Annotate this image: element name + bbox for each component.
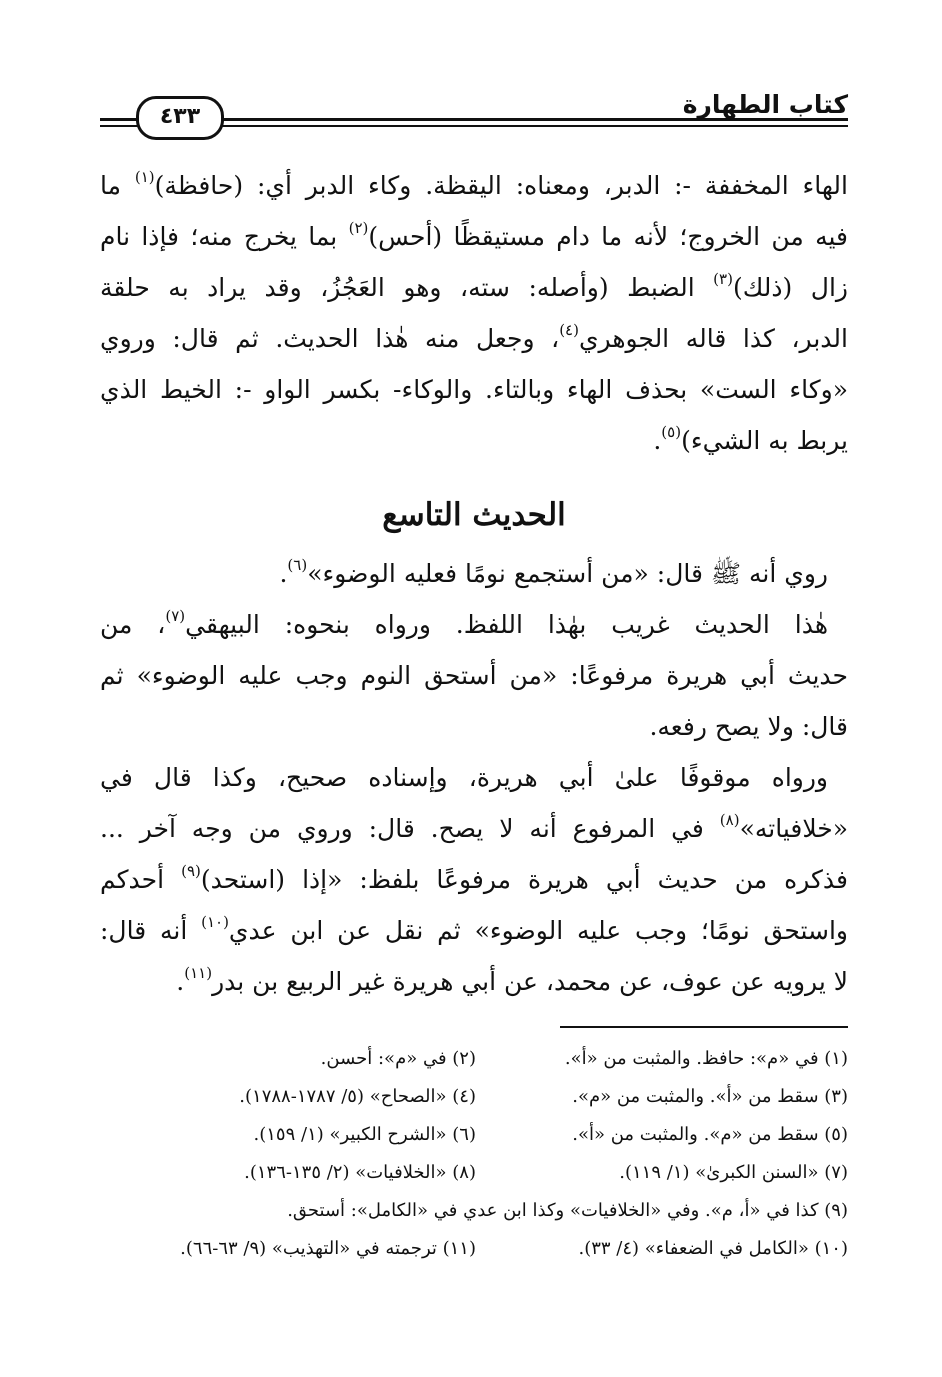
footnote: (١١) ترجمته في «التهذيب» (٩/ ٦٣-٦٦). xyxy=(180,1238,476,1259)
text-line: الدبر، كذا قاله الجوهري$^{(٤)}$، وجعل منه هٰذا الحديث. ثم قال: وروي xyxy=(100,321,848,353)
text-line: «وكاء الست» بحذف الهاء وبالتاء. والوكاء- بكسر الواو -: الخيط الذي xyxy=(100,375,848,404)
footnote-ref[interactable]: (٧) xyxy=(165,607,186,625)
text-line: هٰذا الحديث غريب بهٰذا اللفظ. ورواه بنحوه: البيهقي$^{(٧)}$، من xyxy=(100,607,828,639)
section-body xyxy=(100,548,848,1007)
footnote-ref[interactable]: (١٠) xyxy=(201,913,229,931)
footnote-ref[interactable]: (٦) xyxy=(287,556,308,574)
footnotes xyxy=(100,1040,848,1268)
footnote-ref[interactable]: (١) xyxy=(134,168,155,186)
hadith-line: روي أنه ﷺ قال: «من أستجمع نومًا فعليه الوضوء»$^{(٦)}$. xyxy=(279,556,828,588)
footnote: (٤) «الصحاح» (٥/ ١٧٨٧-١٧٨٨). xyxy=(239,1086,476,1107)
text-line: «خلافياته»$^{(٨)}$ في المرفوع أنه لا يصح. قال: وروي من وجه آخر ... xyxy=(100,811,848,843)
footnote: (٨) «الخلافيات» (٢/ ١٣٥-١٣٦). xyxy=(244,1162,476,1183)
footnote-ref[interactable]: (١١) xyxy=(184,964,213,982)
footnote-ref[interactable]: (٢) xyxy=(348,219,369,237)
text-line: زال (ذلك)$^{(٣)}$ الضبط (وأصله: سته، وهو العَجُزُ، وقد يراد به حلقة xyxy=(100,270,848,302)
footnote-row xyxy=(100,1040,848,1078)
footnote-ref[interactable]: (٨) xyxy=(719,811,740,829)
page-number: ٤٣٣ xyxy=(136,96,224,140)
footnote: (٧) «السنن الكبرىٰ» (١/ ١١٩). xyxy=(619,1162,848,1183)
text-line: لا يرويه عن عوف، عن محمد، عن أبي هريرة غير الربيع بن بدر$^{(١١)}$. xyxy=(176,964,848,996)
text-line: حديث أبي هريرة مرفوعًا: «من أستحق النوم وجب عليه الوضوء» ثم xyxy=(100,661,848,690)
footnote: (٢) في «م»: أحسن. xyxy=(320,1048,476,1069)
footnote-row xyxy=(100,1116,848,1154)
footnote-ref[interactable]: (٣) xyxy=(713,270,733,288)
footnote: (٦) «الشرح الكبير» (١/ ١٥٩). xyxy=(253,1124,476,1145)
footnote: (٩) كذا في «أ، م». وفي «الخلافيات» وكذا ابن عدي في «الكامل»: أستحق. xyxy=(287,1200,848,1221)
footnote-row xyxy=(100,1230,848,1268)
chapter-title: كتاب الطهارة xyxy=(682,90,848,119)
footnote-ref[interactable]: (٤) xyxy=(559,321,579,339)
footnote-row xyxy=(100,1192,848,1230)
footnote: (٥) سقط من «م». والمثبت من «أ». xyxy=(572,1124,848,1145)
footnote-ref[interactable]: (٩) xyxy=(181,862,201,880)
text-line: الهاء المخففة -: الدبر، ومعناه: اليقظة. وكاء الدبر أي: (حافظة)$^{(١)}$ ما xyxy=(100,168,848,200)
text-line: ورواه موقوفًا علىٰ أبي هريرة، وإسناده صحيح، وكذا قال في xyxy=(100,763,828,792)
text-line: يربط به الشيء)$^{(٥)}$. xyxy=(653,423,848,455)
footnote-row xyxy=(100,1154,848,1192)
intro-paragraph xyxy=(100,160,848,466)
running-header xyxy=(100,80,848,140)
footnote-ref[interactable]: (٥) xyxy=(661,423,682,441)
footnote-row xyxy=(100,1078,848,1116)
footnote-separator xyxy=(560,1026,848,1028)
text-line: قال: ولا يصح رفعه. xyxy=(649,712,848,741)
section-heading: الحديث التاسع xyxy=(382,497,566,533)
footnote: (١) في «م»: حافظ. والمثبت من «أ». xyxy=(564,1048,848,1069)
footnote: (١٠) «الكامل في الضعفاء» (٤/ ٣٣). xyxy=(578,1238,848,1259)
footnote: (٣) سقط من «أ». والمثبت من «م». xyxy=(572,1086,848,1107)
text-line: واستحق نومًا؛ وجب عليه الوضوء» ثم نقل عن ابن عدي$^{(١٠)}$ أنه قال: xyxy=(100,913,848,945)
text-line: فيه من الخروج؛ لأنه ما دام مستيقظًا (أحس)$^{(٢)}$ بما يخرج منه؛ فإذا نام xyxy=(100,219,848,251)
text-line: فذكره من حديث أبي هريرة مرفوعًا بلفظ: «إذا (استحد)$^{(٩)}$ أحدكم xyxy=(100,862,848,894)
